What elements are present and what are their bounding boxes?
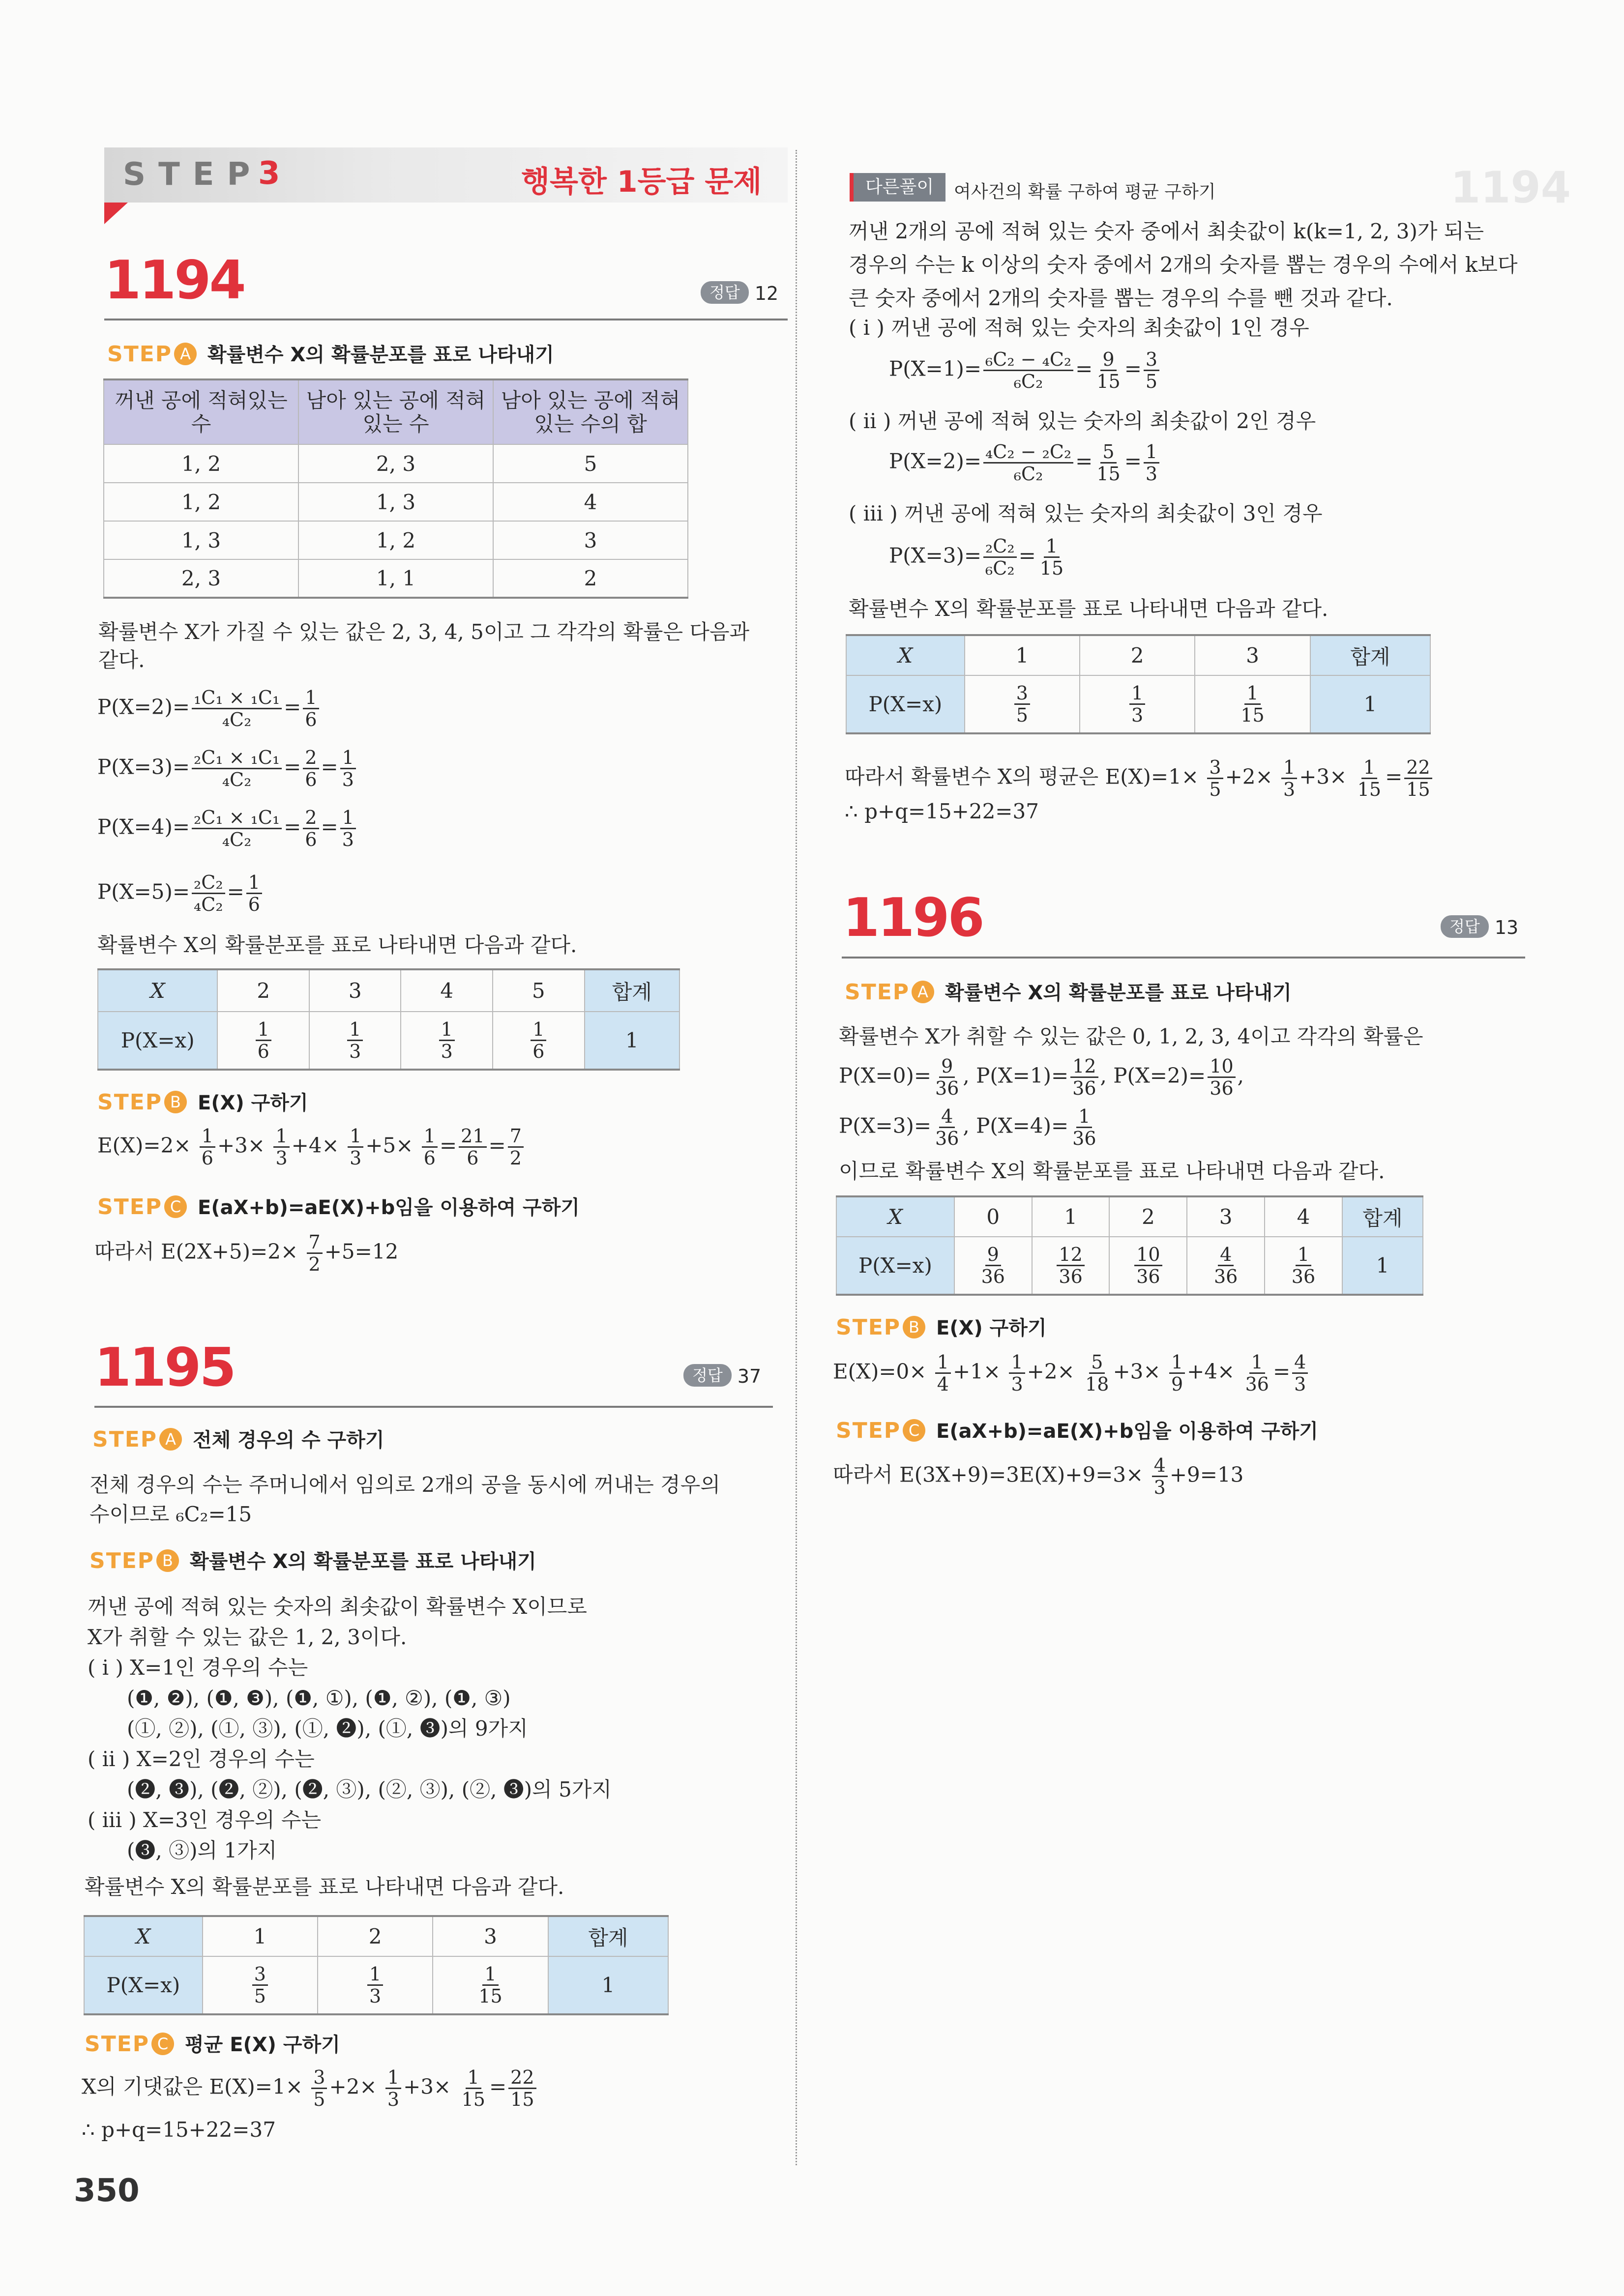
equation-px5: P(X=5)= $\frac{\text{₂C₂}}{\text{₄C₂}}$ = $\frac{1}{6}$ <box>97 872 264 915</box>
expectation-equation: X의 기댓값은 E(X)=1× $\frac{3}{5}$ +2× $\frac{1}{3}$ +3× $\frac{1}{15}$ = $\frac{22}{15}$ <box>82 2067 538 2110</box>
text-line: 이므로 확률변수 X의 확률분포를 표로 나타내면 다음과 같다. <box>839 1159 1385 1183</box>
expectation-equation: E(X)=0× $\frac{1}{4}$ +1× $\frac{1}{3}$ +2× $\frac{5}{18}$ +3× $\frac{1}{9}$ +4× $\frac{1}{36}$ = $\frac{4}{3}$ <box>833 1352 1310 1395</box>
step-c-1194: STEP C E(aX+b)=aE(X)+b임을 이용하여 구하기 <box>97 1194 580 1220</box>
table-cell: 4 <box>493 483 688 521</box>
case-line: (❷, ❸), (❷, ②), (❷, ③), (②, ③), (②, ❸)의 5가지 <box>127 1777 612 1802</box>
distribution-table-1196 <box>836 1195 1423 1296</box>
text-line: 수이므로 ₆C₂=15 <box>89 1502 252 1526</box>
table-header: X <box>846 635 965 675</box>
table-header: 합계 <box>1342 1196 1423 1237</box>
text-line: 같다. <box>98 648 145 672</box>
equation-px2: P(X=2)= $\frac{\text{₁C₁ × ₁C₁}}{\text{₄C₂}}$ = $\frac{1}{6}$ <box>97 687 321 730</box>
equation-alt-px1: P(X=1)= $\frac{\text{₆C₂ − ₄C₂}}{\text{₆C₂}}$ = $\frac{9}{15}$ = $\frac{3}{5}$ <box>889 349 1161 392</box>
table-cell: 3 <box>1195 635 1310 675</box>
table-header: X <box>836 1196 954 1237</box>
table-cell: $\frac{3}{5}$ <box>965 675 1080 733</box>
table-cell: $\frac{1}{3}$ <box>309 1012 401 1070</box>
table-header: 남아 있는 공에 적혀 있는 수의 합 <box>493 379 688 444</box>
table-cell: 2 <box>1080 635 1195 675</box>
table-cell: $\frac{1}{3}$ <box>318 1956 433 2014</box>
page-number: 350 <box>74 2173 140 2209</box>
problem-number-1194: 1194 <box>104 250 244 311</box>
expectation-equation: E(X)=2× $\frac{1}{6}$ +3× $\frac{1}{3}$ +4× $\frac{1}{3}$ +5× $\frac{1}{6}$ = $\frac{21}{6}$ = $\frac{7}{2}$ <box>97 1126 526 1168</box>
table-cell: 1 <box>548 1956 668 2014</box>
equation-alt-px2: P(X=2)= $\frac{\text{₄C₂ − ₂C₂}}{\text{₆C₂}}$ = $\frac{5}{15}$ = $\frac{1}{3}$ <box>889 441 1161 484</box>
step-c-1195: STEP C 평균 E(X) 구하기 <box>85 2032 340 2057</box>
answer-value: 37 <box>737 1366 762 1387</box>
table-cell: 1 <box>1032 1196 1110 1237</box>
table-header: P(X=x) <box>84 1956 203 2014</box>
answer-value: 13 <box>1494 917 1519 938</box>
case-line: (①, ②), (①, ③), (①, ❷), (①, ❸)의 9가지 <box>127 1716 528 1741</box>
step-b-1194: STEP B E(X) 구하기 <box>97 1090 308 1115</box>
table-header: 합계 <box>548 1916 668 1956</box>
alt-solution-badge: 다른풀이 <box>850 173 945 202</box>
table-cell: 2 <box>493 559 688 598</box>
text-line: 꺼낸 2개의 공에 적혀 있는 숫자 중에서 최솟값이 k(k=1, 2, 3)가 되는 <box>849 219 1484 243</box>
answer-badge: 정답 <box>701 281 749 304</box>
probabilities-line-2: P(X=3)= $\frac{4}{36}$ , P(X=4)= $\frac{1}{36}$ <box>839 1105 1096 1149</box>
table-cell: $\frac{4}{36}$ <box>1187 1237 1265 1295</box>
table-cell: 0 <box>954 1196 1032 1237</box>
conclusion-alt: ∴ p+q=15+22=37 <box>845 799 1039 823</box>
final-answer-1196: 따라서 E(3X+9)=3E(X)+9=3× $\frac{4}{3}$ +9=13 <box>833 1454 1244 1498</box>
banner-corner-mark <box>104 203 128 224</box>
table-header: P(X=x) <box>836 1237 954 1295</box>
table-header: P(X=x) <box>98 1012 217 1070</box>
step-b-1196: STEP B E(X) 구하기 <box>836 1315 1047 1340</box>
text-line: 확률변수 X의 확률분포를 표로 나타내면 다음과 같다. <box>85 1875 564 1899</box>
step-a-1196: STEP A 확률변수 X의 확률분포를 표로 나타내기 <box>845 980 1292 1005</box>
problem-divider <box>104 319 788 320</box>
table-cell: 2, 3 <box>298 444 493 483</box>
text-line: 확률변수 X의 확률분포를 표로 나타내면 다음과 같다. <box>97 933 577 957</box>
table-cell: $\frac{1}{36}$ <box>1265 1237 1342 1295</box>
case-line: (❶, ❷), (❶, ❸), (❶, ①), (❶, ②), (❶, ③) <box>127 1686 511 1710</box>
case-line: (❸, ③)의 1가지 <box>127 1838 277 1862</box>
case-line: ( ii ) X=2인 경우의 수는 <box>88 1747 315 1771</box>
answer-value: 12 <box>754 283 779 304</box>
final-answer-1194: 따라서 E(2X+5)=2× $\frac{7}{2}$ +5=12 <box>94 1231 399 1275</box>
watermark-number: 1194 <box>1450 162 1571 213</box>
answer-badge: 정답 <box>683 1364 732 1387</box>
answer-1195 <box>683 1364 761 1387</box>
table-cell: 1, 1 <box>298 559 493 598</box>
conclusion-1195: ∴ p+q=15+22=37 <box>82 2118 276 2142</box>
text-line: 확률변수 X가 가질 수 있는 값은 2, 3, 4, 5이고 그 각각의 확률은 다음과 <box>98 620 750 644</box>
table-cell: 2 <box>318 1916 433 1956</box>
case-line: ( i ) 꺼낸 공에 적혀 있는 숫자의 최솟값이 1인 경우 <box>849 316 1309 340</box>
distribution-table-1195 <box>84 1915 669 2015</box>
table-cell: $\frac{1}{3}$ <box>1080 675 1195 733</box>
table-cell: 5 <box>493 969 585 1012</box>
table-header: 합계 <box>1310 635 1430 675</box>
answer-badge: 정답 <box>1441 915 1489 938</box>
table-cell: 2 <box>1109 1196 1187 1237</box>
table-cell: 1 <box>965 635 1080 675</box>
distribution-table-1194 <box>97 968 680 1071</box>
case-line: ( iii ) 꺼낸 공에 적혀 있는 숫자의 최솟값이 3인 경우 <box>849 501 1323 525</box>
alt-solution-title: 여사건의 확률 구하여 평균 구하기 <box>954 182 1216 202</box>
answer-1194 <box>701 281 778 304</box>
table-cell: 4 <box>401 969 493 1012</box>
ball-sum-table <box>103 378 688 599</box>
text-line: 경우의 수는 k 이상의 숫자 중에서 2개의 숫자를 뽑는 경우의 수에서 k보다 <box>849 253 1518 277</box>
equation-px4: P(X=4)= $\frac{\text{₂C₁ × ₁C₁}}{\text{₄C₂}}$ = $\frac{2}{6}$ = $\frac{1}{3}$ <box>97 807 358 850</box>
column-divider <box>796 150 797 2165</box>
text-line: 큰 숫자 중에서 2개의 숫자를 뽑는 경우의 수를 뺀 것과 같다. <box>849 286 1393 310</box>
table-cell: $\frac{1}{6}$ <box>217 1012 309 1070</box>
alt-mean-equation: 따라서 확률변수 X의 평균은 E(X)=1× $\frac{3}{5}$ +2× $\frac{1}{3}$ +3× $\frac{1}{15}$ = $\frac{22}{15}$ <box>845 757 1434 800</box>
table-cell: $\frac{10}{36}$ <box>1109 1237 1187 1295</box>
table-cell: 1, 3 <box>298 483 493 521</box>
table-cell: 1 <box>585 1012 679 1070</box>
problem-number-1196: 1196 <box>843 887 983 949</box>
table-cell: $\frac{3}{5}$ <box>203 1956 318 2014</box>
step-number: 3 <box>258 155 280 192</box>
table-header: X <box>84 1916 203 1956</box>
equation-px3: P(X=3)= $\frac{\text{₂C₁ × ₁C₁}}{\text{₄C₂}}$ = $\frac{2}{6}$ = $\frac{1}{3}$ <box>97 747 358 790</box>
table-cell: 1, 2 <box>104 483 298 521</box>
table-cell: $\frac{1}{15}$ <box>1195 675 1310 733</box>
step-a-1194: STEP A 확률변수 X의 확률분포를 표로 나타내기 <box>107 342 554 367</box>
text-line: 꺼낸 공에 적혀 있는 숫자의 최솟값이 확률변수 X이므로 <box>88 1595 587 1619</box>
section-title: 행복한 1등급 문제 <box>521 165 762 199</box>
step-a-1195: STEP A 전체 경우의 수 구하기 <box>92 1427 384 1452</box>
case-line: ( iii ) X=3인 경우의 수는 <box>88 1808 322 1832</box>
table-header: 꺼낸 공에 적혀있는 수 <box>104 379 298 444</box>
text-line: 확률변수 X가 취할 수 있는 값은 0, 1, 2, 3, 4이고 각각의 확률은 <box>839 1024 1423 1048</box>
table-cell: 4 <box>1265 1196 1342 1237</box>
table-cell: 1 <box>1342 1237 1423 1295</box>
table-cell: 3 <box>309 969 401 1012</box>
table-cell: 3 <box>433 1916 548 1956</box>
table-cell: $\frac{1}{3}$ <box>401 1012 493 1070</box>
step-c-1196: STEP C E(aX+b)=aE(X)+b임을 이용하여 구하기 <box>836 1418 1318 1443</box>
problem-divider <box>842 957 1525 959</box>
table-cell: 1, 2 <box>104 444 298 483</box>
table-cell: 1 <box>1310 675 1430 733</box>
table-cell: $\frac{1}{6}$ <box>493 1012 585 1070</box>
table-header: P(X=x) <box>846 675 965 733</box>
table-cell: 5 <box>493 444 688 483</box>
table-cell: $\frac{12}{36}$ <box>1032 1237 1110 1295</box>
step-b-1195: STEP B 확률변수 X의 확률분포를 표로 나타내기 <box>89 1548 536 1573</box>
table-cell: 2, 3 <box>104 559 298 598</box>
step-label: STEP <box>123 156 263 193</box>
answer-1196 <box>1441 915 1518 938</box>
problem-divider <box>94 1406 773 1408</box>
text-line: X가 취할 수 있는 값은 1, 2, 3이다. <box>88 1625 407 1649</box>
probabilities-line-1: P(X=0)= $\frac{9}{36}$ , P(X=1)= $\frac{12}{36}$ , P(X=2)= $\frac{10}{36}$ , <box>839 1055 1244 1099</box>
table-cell: 1, 3 <box>104 521 298 559</box>
problem-number-1195: 1195 <box>94 1337 235 1398</box>
table-cell: 3 <box>1187 1196 1265 1237</box>
table-cell: 1 <box>203 1916 318 1956</box>
case-line: ( i ) X=1인 경우의 수는 <box>88 1656 308 1680</box>
text-line: 전체 경우의 수는 주머니에서 임의로 2개의 공을 동시에 꺼내는 경우의 <box>89 1473 720 1497</box>
table-cell: 2 <box>217 969 309 1012</box>
table-cell: $\frac{9}{36}$ <box>954 1237 1032 1295</box>
table-header: 남아 있는 공에 적혀 있는 수 <box>298 379 493 444</box>
table-header: X <box>98 969 217 1012</box>
table-cell: 3 <box>493 521 688 559</box>
table-cell: 1, 2 <box>298 521 493 559</box>
text-line: 확률변수 X의 확률분포를 표로 나타내면 다음과 같다. <box>849 597 1329 621</box>
distribution-table-alt <box>846 634 1431 734</box>
table-cell: $\frac{1}{15}$ <box>433 1956 548 2014</box>
table-header: 합계 <box>585 969 679 1012</box>
equation-alt-px3: P(X=3)= $\frac{\text{₂C₂}}{\text{₆C₂}}$ = $\frac{1}{15}$ <box>889 535 1064 579</box>
case-line: ( ii ) 꺼낸 공에 적혀 있는 숫자의 최솟값이 2인 경우 <box>849 409 1316 433</box>
